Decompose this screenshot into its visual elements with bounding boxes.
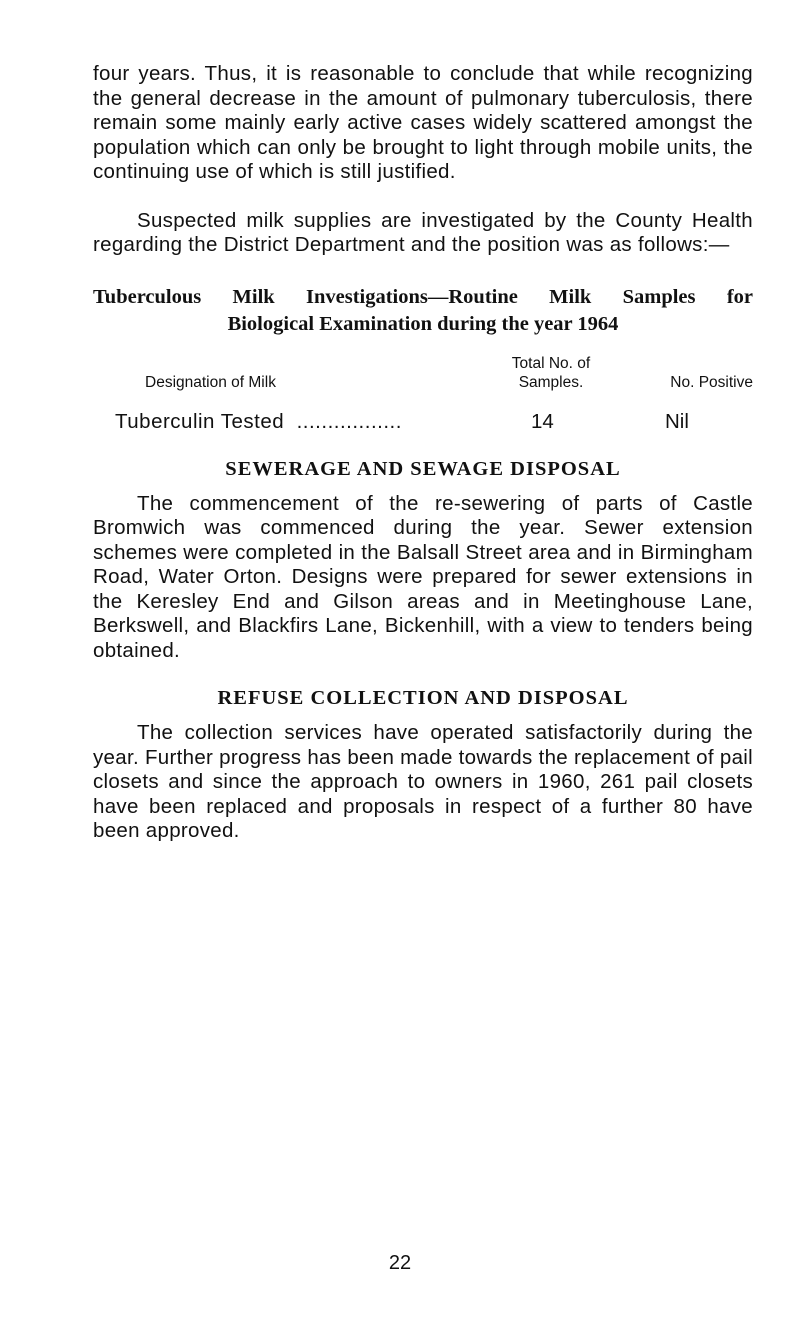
- row-samples: 14: [531, 409, 554, 433]
- milk-table-title-line2: Biological Examination during the year 1964: [227, 312, 619, 335]
- milk-table-row: [93, 410, 753, 440]
- header-total-line2: Samples.: [518, 373, 584, 391]
- milk-table-title: [93, 284, 753, 338]
- intro-paragraph: four years. Thus, it is reasonable to conclude that while recognizing the general decrease in the amount of pulmonary tuberculosis, there remain some mainly early active cases widely scattered amongst the population which can only be brought to light through mobile units, the continuing use of which is still justified.: [93, 62, 753, 183]
- refuse-paragraph: The collection services have operated satisfactorily during the year. Further progress has been made towards the replacement of pail closets and since the approach to owners in 1960, 261 pail closets have been replaced and proposals in respect of a further 80 have been approved.: [93, 721, 753, 842]
- row-designation: [115, 410, 402, 434]
- milk-paragraph: Suspected milk supplies are investigated by the County Health regarding the District Department and the position was as follows:—: [93, 208, 753, 256]
- page-number: 22: [388, 1252, 412, 1274]
- header-positive: No. Positive: [670, 373, 753, 391]
- header-total-line1: Total No. of: [511, 354, 591, 372]
- refuse-heading: REFUSE COLLECTION AND DISPOSAL: [217, 687, 629, 709]
- sewerage-paragraph: The commencement of the re-sewering of parts of Castle Bromwich was commenced during the year. Sewer extension schemes were completed in the Balsall Street area and in Birmingham Road, Water Orton. Designs were prepared for sewer extensions in the Keresley End and Gilson areas and in Meetinghouse Lane, Berkswell, and Blackfirs Lane, Bickenhill, with a view to tenders being obtained.: [93, 491, 753, 662]
- row-designation-text: Tuberculin Tested: [115, 409, 285, 433]
- row-leader-dots: .................: [296, 409, 402, 433]
- row-positive: Nil: [665, 409, 689, 433]
- header-total-samples: [491, 354, 611, 392]
- sewerage-heading: SEWERAGE AND SEWAGE DISPOSAL: [225, 457, 621, 480]
- milk-table-title-line1: Tuberculous Milk Investigations—Routine Milk Samples for: [93, 285, 753, 308]
- header-designation: Designation of Milk: [145, 373, 276, 391]
- document-page: [93, 62, 753, 844]
- milk-table-header: [93, 354, 753, 404]
